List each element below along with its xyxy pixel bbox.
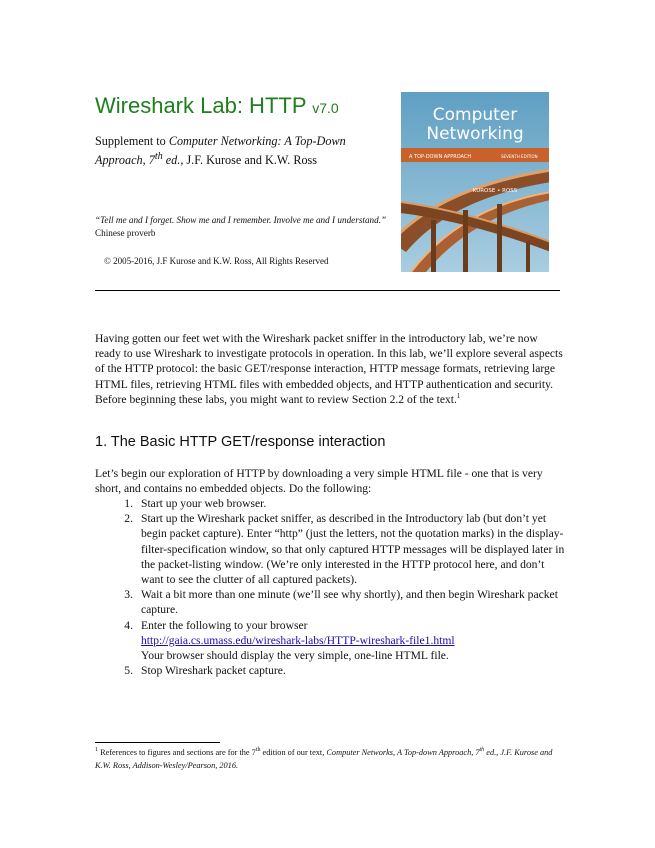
- step-item: [95, 496, 565, 511]
- footnote-text: References to figures and sections are for the 7: [98, 748, 256, 757]
- step-text: Start up the Wireshark packet sniffer, as described in the Introductory lab (but don’t yet begin packet capture). Enter “http” (just the letters, not the quotation marks) in the display-filter-specification window, so that only captured HTTP messages will be displayed later in the packet-listing window. (We’re only interested in the HTTP protocol here, and don’t want to see the clutter of all captured packets).: [141, 512, 565, 587]
- step-number: 3.: [124, 588, 133, 602]
- quote-source: Chinese proverb: [95, 228, 156, 238]
- footnote-ref: 1: [456, 391, 461, 400]
- footnote-sup: th: [255, 747, 261, 754]
- footnote-citation-sup: th: [479, 747, 485, 754]
- step-text: Wait a bit more than one minute (we’ll see why shortly), and then begin Wireshark packet capture.: [141, 588, 558, 617]
- wireshark-file1-link[interactable]: http://gaia.cs.umass.edu/wireshark-labs/HTTP-wireshark-file1.html: [141, 633, 455, 647]
- footnote: [95, 747, 565, 772]
- step-number: 1.: [124, 497, 133, 510]
- cover-authors: KUROSE • ROSS: [472, 188, 518, 194]
- supplement-authors: J.F. Kurose and K.W. Ross: [183, 153, 318, 168]
- copyright-notice: © 2005-2016, J.F Kurose and K.W. Ross, All Rights Reserved: [104, 256, 329, 266]
- book-title-sup: th: [154, 151, 163, 162]
- book-title-end: ed.,: [162, 153, 184, 168]
- supplement-prefix: Supplement to: [95, 134, 169, 148]
- footnote-number: 1: [95, 747, 98, 754]
- cover-title-line2: Networking: [426, 124, 524, 144]
- lab-title: [95, 92, 339, 122]
- step-number: 5.: [124, 664, 133, 678]
- step-number: 4.: [124, 618, 133, 632]
- book-cover-image: [401, 92, 549, 272]
- header-divider: [95, 290, 560, 291]
- book-title-text: Computer Networking: A Top-Down Approach, 7: [95, 134, 346, 168]
- step-text: Stop Wireshark packet capture.: [141, 664, 286, 678]
- lab-version: v7.0: [312, 100, 339, 116]
- cover-subtitle: A TOP-DOWN APPROACH: [409, 154, 472, 160]
- steps-list: [95, 496, 565, 678]
- section-heading: 1. The Basic HTTP GET/response interaction: [95, 434, 386, 450]
- intro-text: Having gotten our feet wet with the Wireshark packet sniffer in the introductory lab, we’re now ready to use Wireshark to investigate protocols in operation. In this lab, we’ll explore several aspects of the HTTP protocol: the basic GET/response interaction, HTTP message formats, retrieving large HTML files, retrieving HTML files with embedded objects, and HTTP authentication and security. Before beginning these labs, you might want to review Section 2.2 of the text.: [95, 332, 563, 406]
- footnote-divider: [95, 742, 220, 743]
- lab-title-text: Wireshark Lab: HTTP: [95, 93, 307, 118]
- step-item: [95, 587, 565, 617]
- book-cover-art: [401, 92, 549, 272]
- step-text: Enter the following to your browser: [141, 618, 308, 632]
- step-item: [95, 511, 565, 587]
- step-number: 2.: [124, 512, 133, 526]
- step-item: [95, 618, 565, 664]
- supplement-line: [95, 133, 380, 168]
- cover-edition: SEVENTH EDITION: [501, 154, 538, 159]
- intro-paragraph: [95, 331, 565, 407]
- section-intro-paragraph: Let’s begin our exploration of HTTP by downloading a very simple HTML file - one that is very short, and contains no embedded objects. Do the following:: [95, 467, 543, 496]
- step-body: [141, 618, 565, 664]
- step-item: [95, 663, 565, 678]
- step-text: Start up your web browser.: [141, 497, 267, 510]
- cover-title-line1: Computer: [432, 105, 518, 125]
- quote-text: “Tell me and I forget. Show me and I remember. Involve me and I understand.”: [95, 215, 387, 225]
- footnote-text2: edition of our text,: [260, 748, 327, 757]
- proverb-quote: [95, 214, 390, 240]
- footnote-citation-text: Computer Networks, A Top-down Approach, 7: [326, 748, 480, 757]
- step-text-after: Your browser should display the very simple, one-line HTML file.: [141, 649, 449, 663]
- footnote-citation-end: ed., J.F. Kurose and K.W. Ross, Addison-Wesley/Pearson, 2016.: [95, 748, 553, 770]
